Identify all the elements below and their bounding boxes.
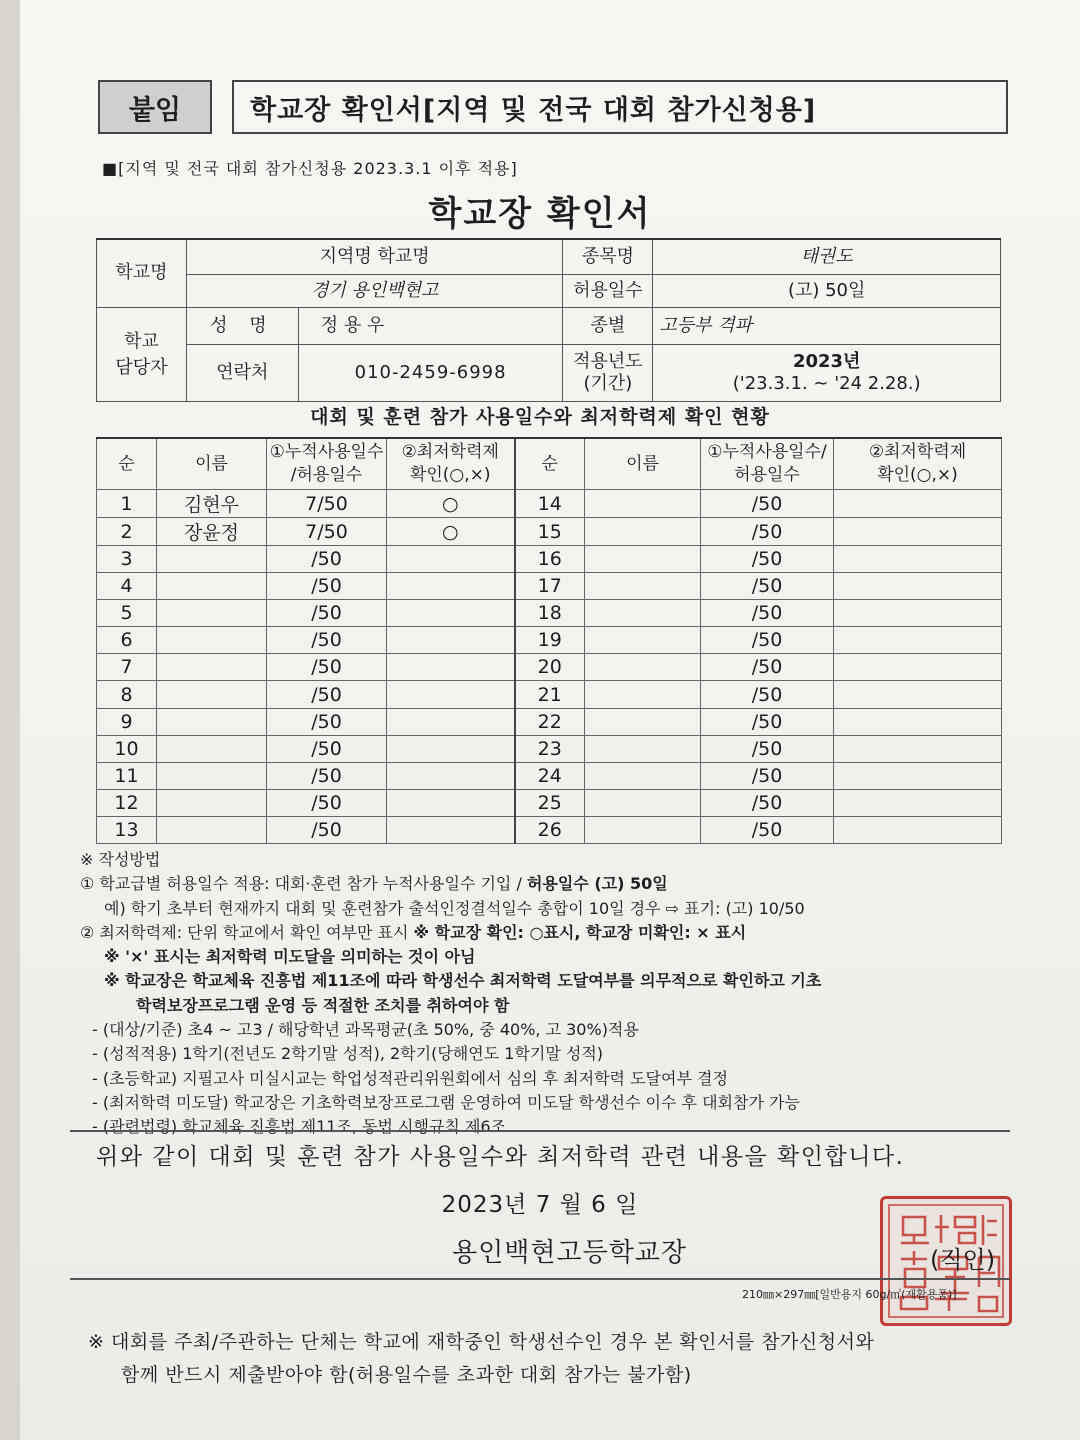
row-check [387,627,515,654]
table-row [97,654,1002,681]
col-name-right: 이름 [585,438,701,490]
row-name [157,789,267,816]
divider-bottom [70,1278,1010,1280]
row-name [157,627,267,654]
row-name-right [585,762,701,789]
note-2-bold: ※ 학교장 확인: ○표시, 학교장 미확인: × 표시 [413,922,747,942]
row-check: ○ [387,518,515,546]
row-check-right [834,762,1002,789]
row-days-right: /50 [701,762,834,789]
row-no-right: 23 [515,735,585,762]
row-check-right [834,708,1002,735]
row-days-right: /50 [701,518,834,546]
paper-spec: 210㎜×297㎜[일반용지 60g/㎡(재활용품)] [742,1288,957,1301]
contact-label: 연락처 [186,345,298,402]
row-days: /50 [267,546,387,573]
row-no: 4 [97,573,157,600]
footer-line-1: ※ 대회를 주최/주관하는 단체는 학교에 재학중인 학생선수인 경우 본 확인서를 참가신청서와 [88,1331,875,1353]
year-value [653,345,1001,402]
row-days-right: /50 [701,735,834,762]
row-no-right: 26 [515,816,585,843]
row-name-right [585,490,701,518]
row-name [157,654,267,681]
row-no: 9 [97,708,157,735]
row-no-right: 20 [515,654,585,681]
row-check [387,546,515,573]
name-label: 성 명 [186,308,298,345]
row-name-right [585,816,701,843]
row-days-right: /50 [701,789,834,816]
col-days-right-line1: ①누적사용일수/ [707,442,827,463]
col-days-line2: /허용일수 [290,465,363,485]
row-days: /50 [267,789,387,816]
row-no: 7 [97,654,157,681]
event-label: 종목명 [563,239,653,275]
note-6: - (성적적용) 1학기(전년도 2학기말 성적), 2학기(당해연도 1학기말 성적) [92,1044,604,1064]
division-value: 고등부 격파 [653,308,1001,345]
row-name: 김현우 [157,490,267,518]
row-check-right [834,490,1002,518]
row-check-right [834,518,1002,546]
row-name [157,708,267,735]
row-name-right [585,573,701,600]
row-days-right: /50 [701,816,834,843]
divider-top [70,1130,1010,1132]
row-days-right: /50 [701,573,834,600]
table-row [97,546,1002,573]
col-no: 순 [97,438,157,490]
row-check-right [834,546,1002,573]
col-check-line1: ②최저학력제 [401,442,499,463]
row-name [157,573,267,600]
note-3: ※ '×' 표시는 최저학력 미도달을 의미하는 것이 아님 [104,947,476,967]
year-label [563,345,653,402]
row-days-right: /50 [701,708,834,735]
header-title: 학교장 확인서[지역 및 전국 대회 참가신청용] [232,80,1008,134]
row-days: /50 [267,762,387,789]
student-table [96,437,1002,844]
manager-label [97,308,187,402]
event-value: 태권도 [653,239,1001,275]
applicability-note: ■[지역 및 전국 대회 참가신청용 2023.3.1 이후 적용] [102,159,518,178]
row-days: /50 [267,681,387,708]
col-check-line2: 확인(○,×) [409,465,491,485]
row-no: 6 [97,627,157,654]
row-check-right [834,573,1002,600]
table-row [97,735,1002,762]
table-row [97,789,1002,816]
row-name-right [585,708,701,735]
note-4b: 학력보장프로그램 운영 등 적절한 조치를 취하여야 함 [136,995,510,1015]
row-no-right: 14 [515,490,585,518]
student-table-body [97,490,1002,844]
note-2-text: ② 최저학력제: 단위 학교에서 확인 여부만 표시 [80,922,414,942]
row-check [387,573,515,600]
school-info-table [96,238,1001,402]
row-no: 2 [97,518,157,546]
col-check-right-line1: ②최저학력제 [868,442,967,463]
footer-line-2: 함께 반드시 제출받아야 함(허용일수를 초과한 대회 참가는 불가함) [121,1364,692,1386]
table-row [97,816,1002,843]
table-row [97,490,1002,518]
year-label-line2: (기간) [583,373,633,394]
row-check [387,654,515,681]
row-check [387,816,515,843]
school-value: 경기 용인백현고 [186,275,563,308]
row-name-right [585,789,701,816]
row-check-right [834,681,1002,708]
row-no-right: 24 [515,762,585,789]
note-1 [80,872,1020,896]
row-days-right: /50 [701,681,834,708]
row-no-right: 17 [515,573,585,600]
row-name-right [585,546,701,573]
row-days-right: /50 [701,627,834,654]
table-row [97,762,1002,789]
notes-heading: ※ 작성방법 [80,850,161,869]
manager-label-line2: 담당자 [115,356,168,378]
region-school-label: 지역명 학교명 [186,239,563,275]
row-no: 10 [97,735,157,762]
row-days: /50 [267,654,387,681]
note-8: - (최저학력 미도달) 학교장은 기초학력보장프로그램 운영하여 미도달 학생선수 이수 후 대회참가 가능 [92,1092,800,1112]
name-value: 정 용 우 [298,308,563,345]
row-no: 12 [97,789,157,816]
note-4: ※ 학교장은 학교체육 진흥법 제11조에 따라 학생선수 최저학력 도달여부를 의무적으로 확인하고 기초 [104,971,822,991]
issue-date: 2023년 7 월 6 일 [441,1192,639,1218]
instructions [80,848,1020,1140]
col-check [387,438,515,490]
row-days: /50 [267,600,387,627]
year-value-main: 2023년 [792,350,861,372]
row-no-right: 19 [515,627,585,654]
row-check [387,600,515,627]
row-check-right [834,735,1002,762]
period-value: ('23.3.1. ~ '24 2.28.) [732,373,921,394]
row-days-right: /50 [701,654,834,681]
col-check-right-line2: 확인(○,×) [877,465,958,485]
col-check-right [834,438,1002,490]
row-no: 1 [97,490,157,518]
row-days: /50 [267,708,387,735]
row-no-right: 16 [515,546,585,573]
row-check: ○ [387,490,515,518]
table-row [97,518,1002,546]
row-name: 장윤정 [157,518,267,546]
row-days: /50 [267,816,387,843]
row-no-right: 22 [515,708,585,735]
row-no-right: 15 [515,518,585,546]
row-name [157,600,267,627]
principal-name: 용인백현고등학교장 [452,1238,688,1268]
allowed-days-label: 허용일수 [563,275,653,308]
row-check-right [834,789,1002,816]
row-no: 5 [97,600,157,627]
row-no: 8 [97,681,157,708]
row-name [157,735,267,762]
note-1-text: ① 학교급별 허용일수 적용: 대회·훈련 참가 누적사용일수 기입 / [80,874,527,894]
footer-note [88,1326,1048,1392]
division-label: 종별 [563,308,653,345]
row-check-right [834,600,1002,627]
row-days: /50 [267,627,387,654]
row-no-right: 25 [515,789,585,816]
row-check [387,789,515,816]
school-label: 학교명 [97,239,187,308]
note-1-example: 예) 학기 초부터 현재까지 대회 및 훈련참가 출석인정결석일수 총합이 10일 경우 ⇨ 표기: (고) 10/50 [104,898,805,918]
table-row [97,627,1002,654]
attachment-badge: 붙임 [98,80,212,134]
row-days: /50 [267,573,387,600]
note-7: - (초등학교) 지필고사 미실시교는 학업성적관리위원회에서 심의 후 최저학력 도달여부 결정 [92,1068,728,1088]
allowed-days-value: (고) 50일 [653,275,1001,308]
manager-label-line1: 학교 [124,331,159,353]
row-check [387,762,515,789]
seal-label: (직인) [930,1246,996,1274]
table-row [97,573,1002,600]
row-name-right [585,654,701,681]
row-name-right [585,681,701,708]
row-days-right: /50 [701,546,834,573]
row-check [387,681,515,708]
row-no: 13 [97,816,157,843]
note-5: - (대상/기준) 초4 ~ 고3 / 해당학년 과목평균(초 50%, 중 40%, 고 30%)적용 [92,1020,639,1040]
table-row [97,708,1002,735]
row-check-right [834,654,1002,681]
row-name-right [585,627,701,654]
document-title: 학교장 확인서 [428,194,652,234]
row-name-right [585,600,701,627]
col-days [267,438,387,490]
row-days-right: /50 [701,600,834,627]
note-9: - (관련법령) 학교체육 진흥법 제11조, 동법 시행규칙 제6조 [92,1117,507,1137]
row-name-right [585,518,701,546]
contact-value: 010-2459-6998 [298,345,563,402]
row-check [387,708,515,735]
row-name-right [585,735,701,762]
col-days-right [701,438,834,490]
section-title: 대회 및 훈련 참가 사용일수와 최저학력제 확인 현황 [310,406,770,428]
row-no: 11 [97,762,157,789]
col-name: 이름 [157,438,267,490]
row-days: 7/50 [267,518,387,546]
row-no-right: 21 [515,681,585,708]
table-row [97,600,1002,627]
row-check [387,735,515,762]
table-row [97,681,1002,708]
row-days-right: /50 [701,490,834,518]
col-no-right: 순 [515,438,585,490]
year-label-line1: 적용년도 [573,350,643,372]
row-name [157,546,267,573]
note-2 [80,921,1020,945]
row-days: 7/50 [267,490,387,518]
row-check-right [834,627,1002,654]
row-check-right [834,816,1002,843]
row-name [157,816,267,843]
note-1-bold: 허용일수 (고) 50일 [526,874,668,894]
row-days: /50 [267,735,387,762]
row-no: 3 [97,546,157,573]
col-days-right-line2: 허용일수 [734,465,800,485]
confirmation-text: 위와 같이 대회 및 훈련 참가 사용일수와 최저학력 관련 내용을 확인합니다. [96,1144,905,1170]
row-no-right: 18 [515,600,585,627]
row-name [157,762,267,789]
row-name [157,681,267,708]
col-days-line1: ①누적사용일수 [269,442,384,463]
